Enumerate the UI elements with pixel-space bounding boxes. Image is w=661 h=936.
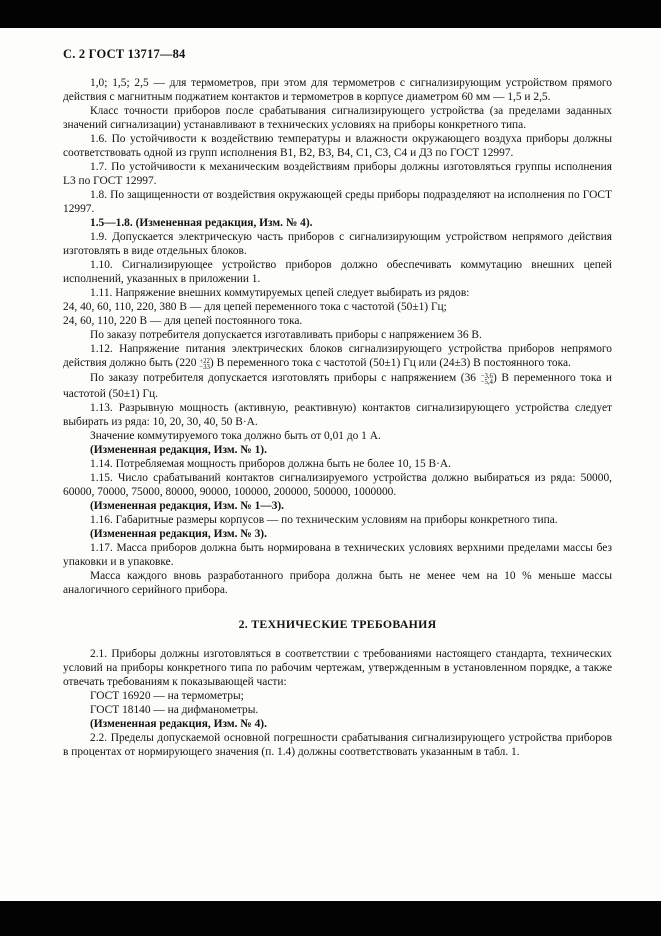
paragraph: (Измененная редакция, Изм. № 1—3). xyxy=(90,499,285,512)
paragraph: 1.8. По защищенности от воздействия окружающей среды приборы подразделяют на исполнения по ГОСТ 12997. xyxy=(63,189,612,215)
paragraph: 1.13. Разрывную мощность (активную, реактивную) контактов сигнализирующего устройства следует выбирать из ряда: 10, 20, 30, 40, 50 В·А. xyxy=(63,401,612,428)
paragraph: Класс точности приборов после срабатывания сигнализирующего устройства (за пределами заданных значений сигнализации) устанавливают в технических условиях на приборы конкретного типа. xyxy=(63,105,612,131)
document-body xyxy=(63,76,612,759)
paragraph: 24, 40, 60, 110, 220, 380 В — для цепей переменного тока с частотой (50±1) Гц; xyxy=(63,301,447,313)
paragraph: ГОСТ 18140 — на дифманометры. xyxy=(90,703,259,716)
section-heading: 2. ТЕХНИЧЕСКИЕ ТРЕБОВАНИЯ xyxy=(238,616,437,631)
page-header: С. 2 ГОСТ 13717—84 xyxy=(63,47,186,61)
paragraph: (Измененная редакция, Изм. № 3). xyxy=(90,527,267,540)
paragraph: (Измененная редакция, Изм. № 4). xyxy=(90,717,267,730)
paragraph: 2.2. Пределы допускаемой основной погрешности срабатывания сигнализирующего устройства приборов в процентах от нормирующего значения (п. 1.4) должны соответствовать указанным в табл. 1. xyxy=(63,731,612,758)
paragraph: 1.5—1.8. (Измененная редакция, Изм. № 4). xyxy=(90,217,313,229)
paragraph: 1.14. Потребляемая мощность приборов должна быть не более 10, 15 В·А. xyxy=(90,457,451,470)
paragraph: 1.7. По устойчивости к механическим воздействиям приборы должны изготовляться группы исполнения L3 по ГОСТ 12997. xyxy=(63,161,612,187)
paragraph: 1.16. Габаритные размеры корпусов — по техническим условиям на приборы конкретного типа. xyxy=(90,513,558,526)
paragraph: Значение коммутируемого тока должно быть от 0,01 до 1 А. xyxy=(90,429,381,442)
paragraph: 1.10. Сигнализирующее устройство приборов должно обеспечивать коммутацию внешних цепей исполнений, указанных в приложении 1. xyxy=(63,259,612,285)
paragraph: По заказу потребителя допускается изготовлять приборы с напряжением (36 −3,6 −5,4 ) В переменного тока и частотой (50±1) Гц. xyxy=(63,372,612,400)
paragraph: 1.15. Число срабатываний контактов сигнализируемого устройства должно выбираться из ряда: 50000, 60000, 70000, 75000, 80000, 90000, 100000, 200000, 500000, 1000000. xyxy=(63,471,612,498)
paragraph: Масса каждого вновь разработанного прибора должна быть не менее чем на 10 % меньше массы аналогичного серийного прибора. xyxy=(63,569,612,596)
scan-edge-top xyxy=(0,0,661,28)
tolerance-stack: −3,6 −5,4 xyxy=(480,373,493,387)
paragraph: 1.6. По устойчивости к воздействию температуры и влажности окружающего воздуха приборы должны соответствовать одной из групп исполнения В1, В2, В3, В4, С1, С3, С4 и Д3 по ГОСТ 12997. xyxy=(63,133,612,159)
scan-edge-bottom xyxy=(0,901,661,936)
paragraph: ГОСТ 16920 — на термометры; xyxy=(90,689,244,702)
paragraph: (Измененная редакция, Изм. № 1). xyxy=(90,443,267,456)
tolerance-stack: +22 −33 xyxy=(199,357,210,371)
paragraph: 1.17. Масса приборов должна быть нормирована в технических условиях верхними пределами массы без упаковки и в упаковке. xyxy=(63,541,612,568)
paragraph: 2.1. Приборы должны изготовляться в соответствии с требованиями настоящего стандарта, технических условий на приборы конкретного типа по рабочим чертежам, утвержденным в установленном порядке, а также отвечать требованиям к показывающей части: xyxy=(63,647,612,688)
paragraph: 1,0; 1,5; 2,5 — для термометров, при этом для термометров с сигнализирующим устройством прямого действия с магнитным поджатием контактов и термометров в корпусе диаметром 60 мм — 1,5 и 2,5. xyxy=(63,77,612,103)
paragraph: 1.12. Напряжение питания электрических блоков сигнализирующего устройства приборов непрямого действия должно быть (220 +22 −33 ) В переменного тока с частотой (50±1) Гц или (24±3) В постоянного тока. xyxy=(63,343,612,371)
paragraph: 1.9. Допускается электрическую часть приборов с сигнализирующим устройством непрямого действия изготовлять в виде отдельных блоков. xyxy=(63,231,612,257)
paragraph: 24, 60, 110, 220 В — для цепей постоянного тока. xyxy=(63,315,303,327)
paragraph: По заказу потребителя допускается изготавливать приборы с напряжением 36 В. xyxy=(90,329,482,341)
paragraph: 1.11. Напряжение внешних коммутируемых цепей следует выбирать из рядов: xyxy=(90,287,470,299)
